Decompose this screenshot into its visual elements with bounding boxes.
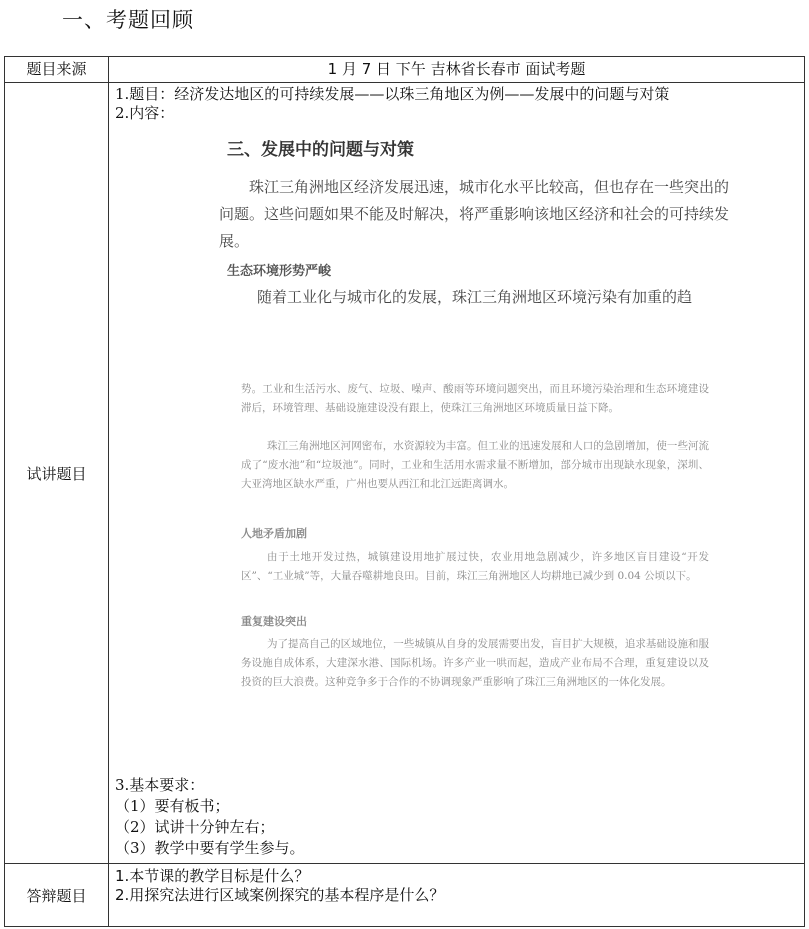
topic-row [5, 83, 805, 864]
defense-questions [109, 864, 805, 927]
excerpt-paragraph: 为了提高自己的区域地位，一些城镇从自身的发展需要出发，盲目扩大规模，追求基础设施和服务设施自成体系，大建深水港、国际机场。许多产业一哄而起，造成产业布局不合理，重复建设以及投资的巨大浪费。这种竞争多于合作的不协调现象严重影响了珠江三角洲地区的一体化发展。 [241, 638, 709, 688]
excerpt-paragraph: 随着工业化与城市化的发展，珠江三角洲地区环境污染有加重的趋 [257, 288, 693, 306]
textbook-excerpt [109, 83, 806, 863]
excerpt-subheading: 人地矛盾加剧 [241, 527, 307, 540]
source-row [5, 57, 805, 83]
excerpt-title: 三、发展中的问题与对策 [227, 140, 414, 160]
requirement-item: 3.基本要求： [115, 776, 205, 794]
requirements-list [115, 775, 305, 859]
excerpt-paragraph: 势。工业和生活污水、废气、垃圾、噪声、酸雨等环境问题突出，而且环境污染治理和生态环境建设滞后，环境管理、基础设施建设没有跟上，使珠江三角洲地区环境质量日益下降。 [241, 383, 709, 414]
defense-label: 答辩题目 [5, 864, 109, 927]
defense-row [5, 864, 805, 927]
excerpt-paragraph: 珠江三角洲地区经济发展迅速，城市化水平比较高，但也存在一些突出的问题。这些问题如果不能及时解决，将严重影响该地区经济和社会的可持续发展。 [219, 178, 730, 250]
topic-label: 试讲题目 [5, 83, 109, 864]
source-label: 题目来源 [5, 57, 109, 83]
requirement-item: （1）要有板书； [115, 797, 230, 815]
content-label: 2.内容： [115, 104, 175, 122]
defense-question: 1.本节课的教学目标是什么？ [115, 867, 310, 885]
excerpt-paragraph: 由于土地开发过热，城镇建设用地扩展过快，农业用地急剧减少，许多地区盲目建设“开发区”、“工业城”等，大量吞噬耕地良田。目前，珠江三角洲地区人均耕地已减少到 0.04 公顷以下。 [241, 551, 709, 582]
topic-title-line: 1.题目：经济发达地区的可持续发展——以珠三角地区为例——发展中的问题与对策 [115, 85, 670, 103]
source-value: 1 月 7 日 下午 吉林省长春市 面试考题 [109, 57, 805, 83]
excerpt-subheading: 生态环境形势严峻 [227, 264, 332, 279]
requirement-item: （3）教学中要有学生参与。 [115, 839, 305, 857]
defense-question: 2.用探究法进行区域案例探究的基本程序是什么？ [115, 886, 445, 904]
excerpt-subheading: 重复建设突出 [241, 615, 307, 628]
requirement-item: （2）试讲十分钟左右； [115, 818, 275, 836]
excerpt-paragraph: 珠江三角洲地区河网密布，水资源较为丰富。但工业的迅速发展和人口的急剧增加，使一些河流成了“废水池”和“垃圾池”。同时，工业和生活用水需求量不断增加，部分城市出现缺水现象，深圳、大亚湾地区缺水严重，广州也要从西江和北江远距离调水。 [241, 440, 709, 490]
exam-table [4, 56, 805, 927]
topic-content [109, 83, 805, 864]
section-heading: 一、考题回顾 [62, 8, 194, 32]
